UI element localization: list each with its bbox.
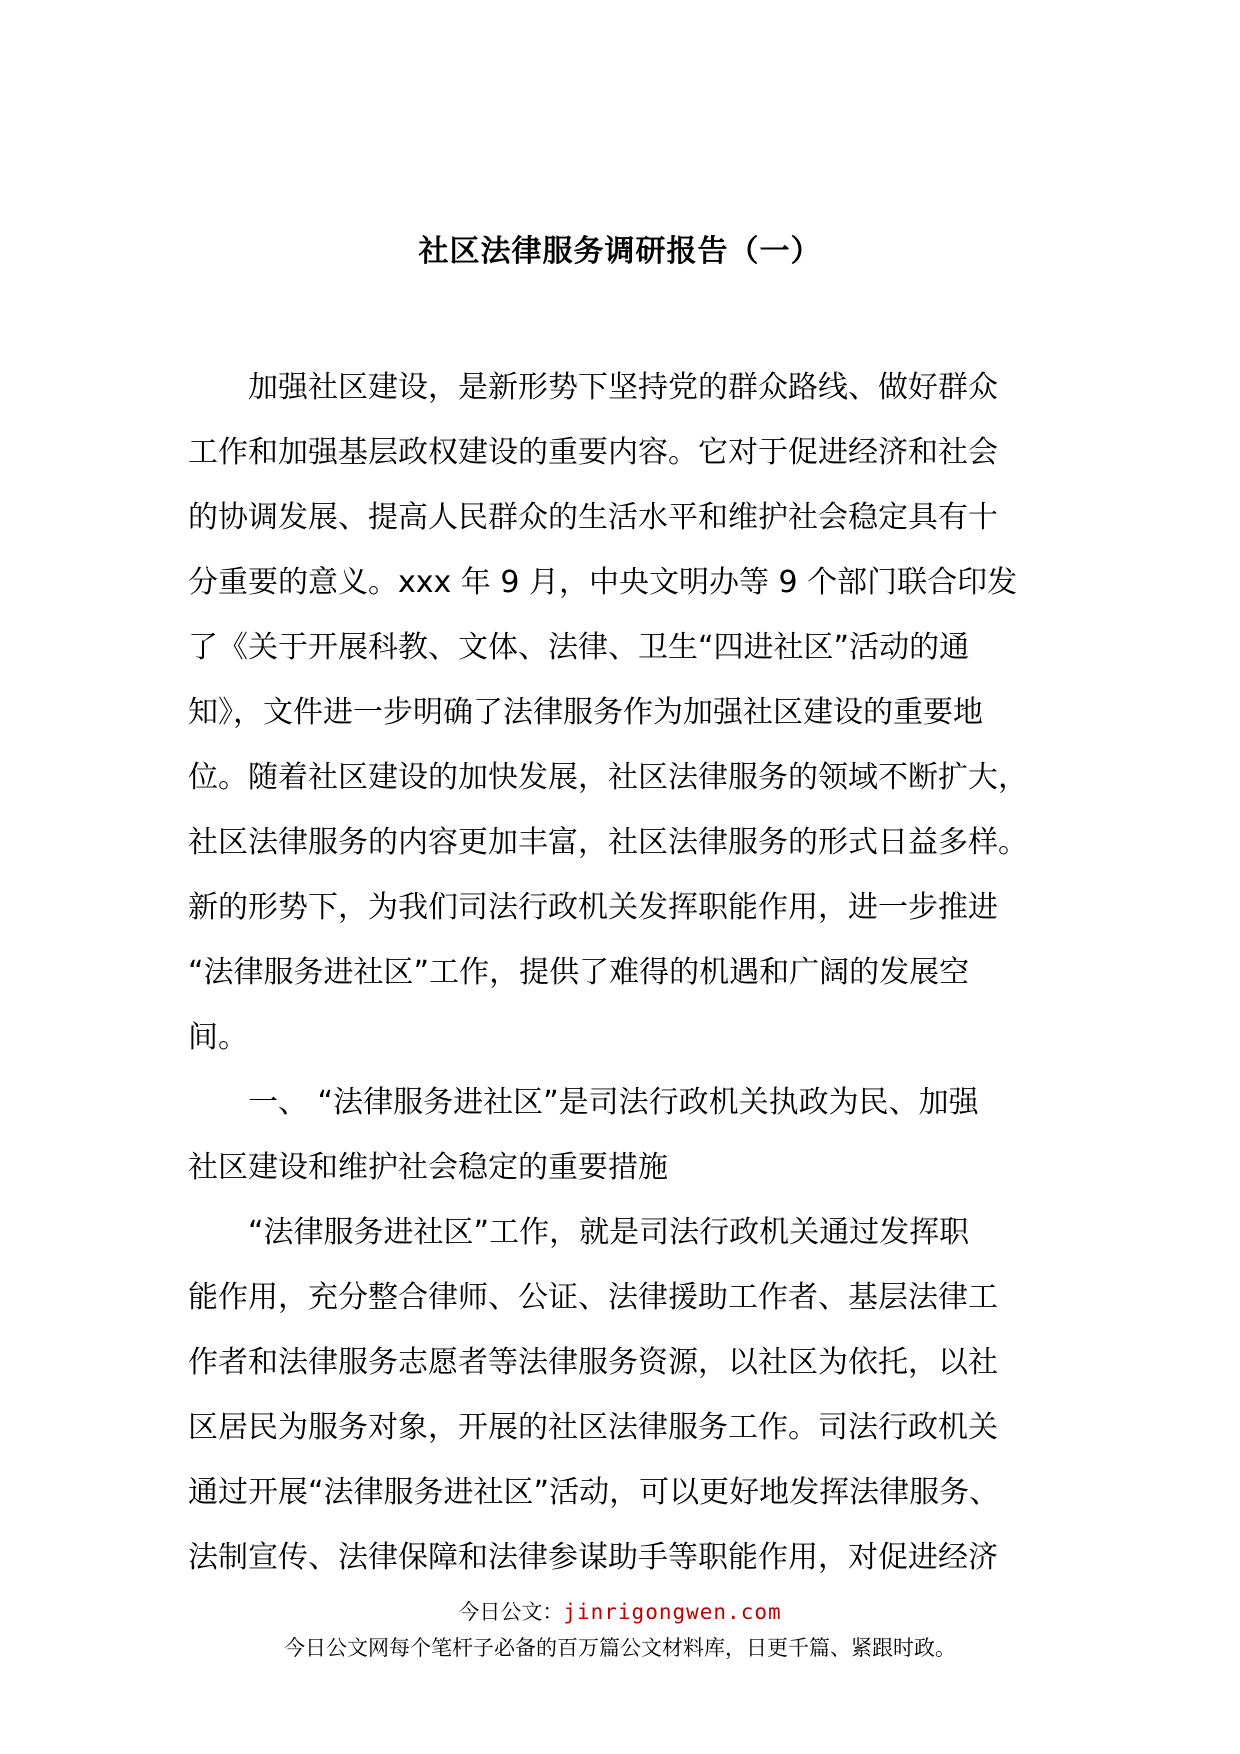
text-line: 加强社区建设，是新形势下坚持党的群众路线、做好群众 (248, 370, 998, 405)
paragraph-intro (188, 355, 1060, 1070)
text-line: 知》，文件进一步明确了法律服务作为加强社区建设的重要地 (188, 695, 983, 730)
text-line: 新的形势下，为我们司法行政机关发挥职能作用，进一步推进 (188, 890, 998, 925)
text-line: 间。 (188, 1020, 248, 1055)
text-line: 分重要的意义。xxx 年 9 月，中央文明办等 9 个部门联合印发 (188, 565, 1018, 600)
footer-site-label: 今日公文： (458, 1600, 564, 1624)
text-line: 通过开展“法律服务进社区”活动，可以更好地发挥法律服务、 (188, 1475, 1000, 1510)
text-line: 的协调发展、提高人民群众的生活水平和维护社会稳定具有十 (188, 500, 998, 535)
footer-site (0, 1598, 1240, 1626)
text-line: 工作和加强基层政权建设的重要内容。它对于促进经济和社会 (188, 435, 998, 470)
footer-site-link[interactable]: jinrigongwen.com (563, 1600, 782, 1624)
text-line: “法律服务进社区”工作，就是司法行政机关通过发挥职 (248, 1215, 970, 1250)
section-heading-1 (188, 1070, 1060, 1200)
footer-slogan: 今日公文网每个笔杆子必备的百万篇公文材料库，日更千篇、紧跟时政。 (284, 1636, 956, 1660)
heading-line: 一、 “法律服务进社区”是司法行政机关执政为民、加强 (248, 1085, 979, 1120)
document-title: 社区法律服务调研报告（一） (418, 234, 822, 269)
text-line: 位。随着社区建设的加快发展，社区法律服务的领域不断扩大， (188, 760, 1028, 795)
text-line: 能作用，充分整合律师、公证、法律援助工作者、基层法律工 (188, 1280, 998, 1315)
heading-line: 社区建设和维护社会稳定的重要措施 (188, 1150, 668, 1185)
text-line: 社区法律服务的内容更加丰富，社区法律服务的形式日益多样。 (188, 825, 1028, 860)
text-line: 区居民为服务对象，开展的社区法律服务工作。司法行政机关 (188, 1410, 998, 1445)
paragraph-section-1 (188, 1200, 1060, 1590)
text-line: 法制宣传、法律保障和法律参谋助手等职能作用，对促进经济 (188, 1540, 998, 1575)
text-line: “法律服务进社区”工作，提供了难得的机遇和广阔的发展空 (188, 955, 970, 990)
text-line: 作者和法律服务志愿者等法律服务资源，以社区为依托，以社 (188, 1345, 998, 1380)
text-line: 了《关于开展科教、文体、法律、卫生“四进社区”活动的通 (188, 630, 970, 665)
